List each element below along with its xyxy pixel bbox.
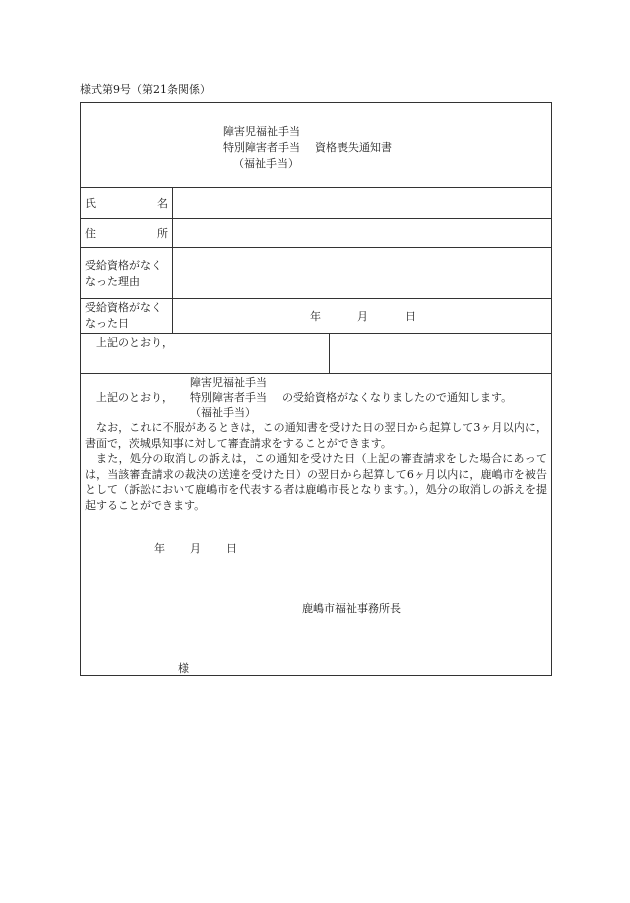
divider-address [80,247,552,248]
honorific: 様 [178,662,189,675]
lawsuit-paragraph: また，処分の取消しの訴えは，この通知を受けた日（上記の審査請求をした場合にあっては，当該審査請求の裁決の送達を受けた日）の翌日から起算して6ヶ月以内に，鹿嶋市を被告として（訴訟において鹿嶋市を代表する者は鹿嶋市長となります。），処分の取消しの訴えを提起することができます。 [85,452,547,512]
divider-above [80,373,552,374]
form-number: 様式第9号（第21条関係） [80,83,211,96]
name-label-a: 氏 [85,197,96,210]
notice-prefix: 上記のとおり， [96,391,173,404]
reason-label-2: なった理由 [85,275,140,288]
notice-date-year: 年 [154,542,165,555]
date-label-2: なった日 [85,317,129,330]
notice-allowance-2: 特別障害者手当 [190,391,267,404]
title-line-2a: 特別障害者手当 [223,141,300,154]
divider-reason [80,298,552,299]
divider-title [80,187,552,188]
address-label-b: 所 [157,227,168,240]
date-month: 月 [357,310,368,323]
divider-date [80,333,552,334]
notice-date-month: 月 [190,542,201,555]
notice-suffix: の受給資格がなくなりましたので通知します。 [282,391,513,404]
above-row-split [329,333,330,373]
divider-name [80,218,552,219]
label-column-line [172,187,173,333]
title-line-3: （福祉手当） [233,157,299,170]
appeal-paragraph: なお，これに不服があるときは，この通知書を受けた日の翌日から起算して3ヶ月以内に，書面で，茨城県知事に対して審査請求をすることができます。 [85,421,547,450]
name-label-b: 名 [157,197,168,210]
reason-label-1: 受給資格がなく [85,259,162,272]
date-day: 日 [405,310,416,323]
notice-allowance-3: （福祉手当） [190,406,256,419]
title-line-2b: 資格喪失通知書 [315,141,392,154]
form-frame [80,102,552,676]
date-year: 年 [310,310,321,323]
notice-allowance-1: 障害児福祉手当 [190,376,267,389]
date-label-1: 受給資格がなく [85,301,162,314]
title-line-1: 障害児福祉手当 [223,125,300,138]
above-text: 上記のとおり， [96,336,173,349]
notice-date-day: 日 [226,542,237,555]
issuer: 鹿嶋市福祉事務所長 [302,602,401,615]
address-label-a: 住 [85,227,96,240]
